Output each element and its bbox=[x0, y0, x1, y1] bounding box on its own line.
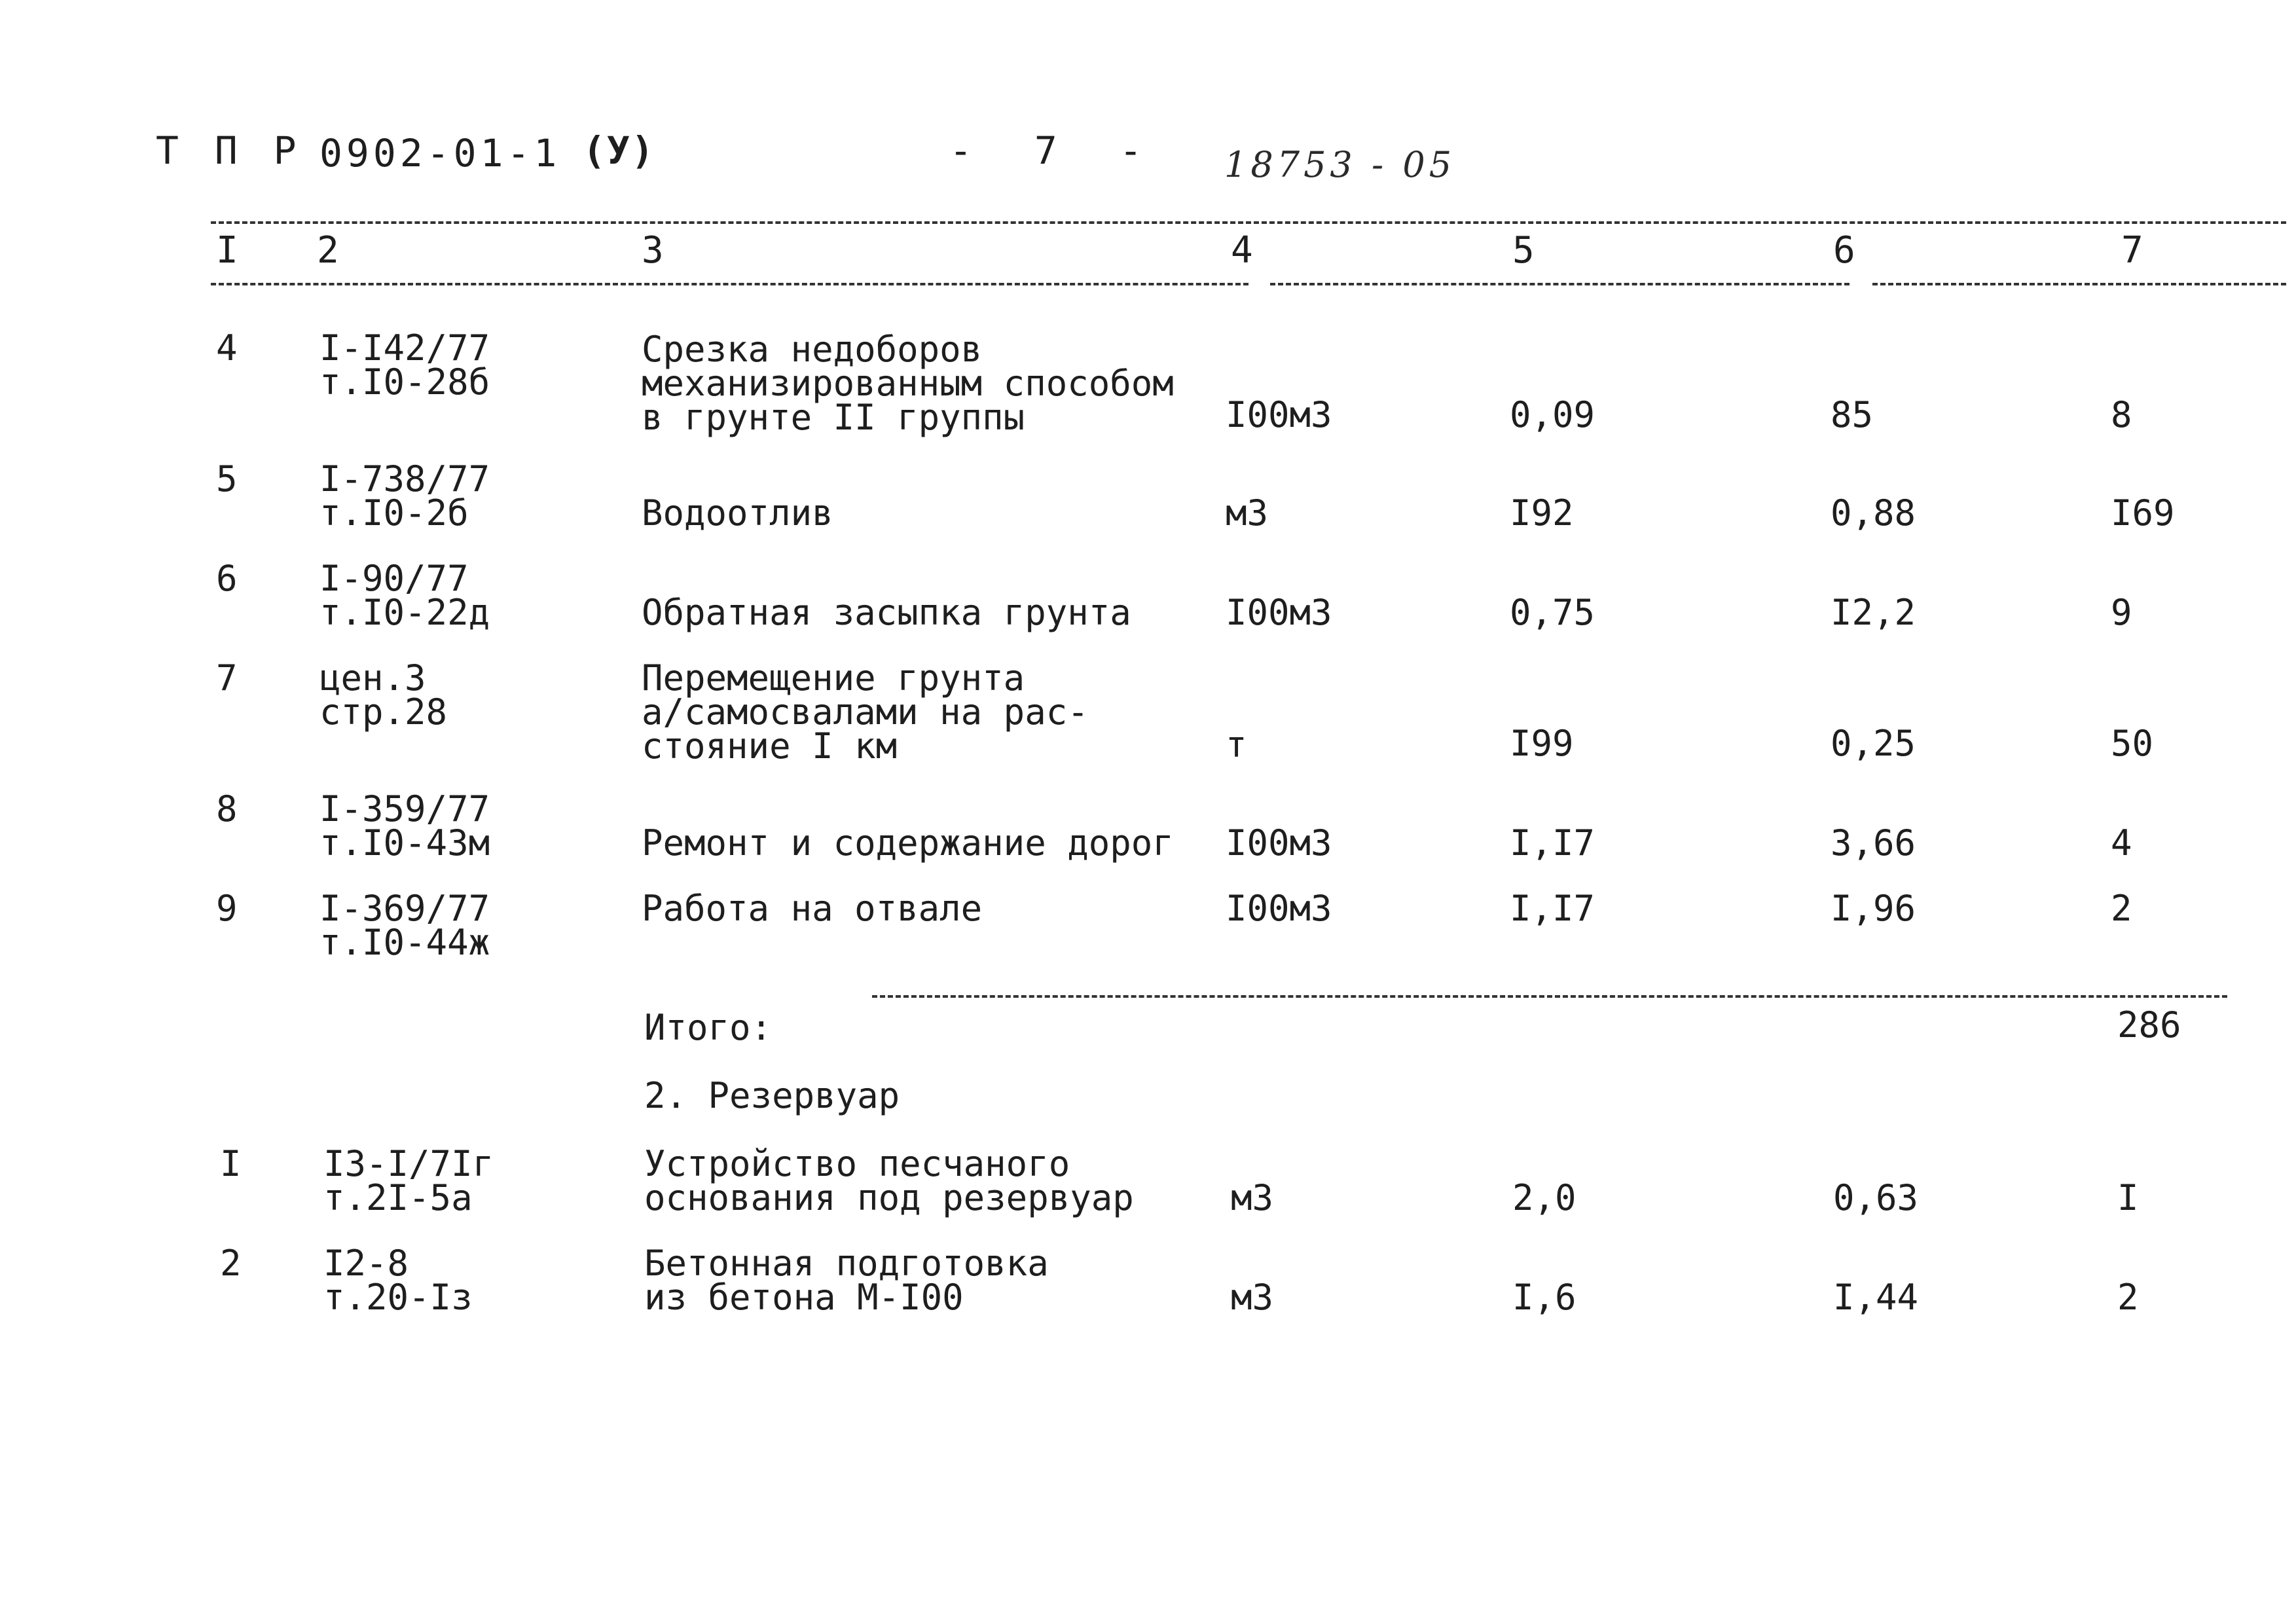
subtotal-rule bbox=[872, 995, 2227, 998]
section-title: 2. Резервуар bbox=[644, 1075, 900, 1116]
inventory-number: 18753 - 05 bbox=[1224, 144, 1456, 185]
row-number: 9 bbox=[216, 888, 238, 929]
document-code: 0902-01-1 bbox=[319, 131, 561, 175]
page-number: - 7 - bbox=[949, 128, 1162, 173]
row-unit: I00м3 bbox=[1226, 394, 1332, 435]
row-unit: I00м3 bbox=[1226, 592, 1332, 633]
row-quantity: 2,0 bbox=[1512, 1177, 1576, 1218]
column-number: 3 bbox=[642, 229, 664, 272]
row-quantity: I,6 bbox=[1512, 1277, 1576, 1318]
row-total: 8 bbox=[2111, 394, 2132, 435]
row-rate: 0,63 bbox=[1833, 1177, 1919, 1218]
row-description: Срезка недоборов механизированным способом в грунте II группы bbox=[642, 329, 1174, 438]
row-reference: цен.3 стр.28 bbox=[319, 657, 448, 733]
row-rate: I,44 bbox=[1833, 1277, 1919, 1318]
row-rate: I,96 bbox=[1831, 888, 1916, 929]
row-description: Бетонная подготовка из бетона М-I00 bbox=[644, 1243, 1049, 1318]
row-number: I bbox=[220, 1143, 242, 1184]
row-total: I69 bbox=[2111, 492, 2175, 534]
row-rate: 85 bbox=[1831, 394, 1874, 435]
row-description: Обратная засыпка грунта bbox=[642, 592, 1131, 633]
row-total: 2 bbox=[2117, 1277, 2139, 1318]
row-reference: I-369/77 т.I0-44ж bbox=[319, 888, 490, 963]
row-number: 8 bbox=[216, 788, 238, 830]
row-reference: I-359/77 т.I0-43м bbox=[319, 788, 490, 864]
series-code: Т П Р bbox=[156, 128, 303, 173]
column-number: 5 bbox=[1512, 229, 1535, 272]
row-reference: I-I42/77 т.I0-28б bbox=[319, 327, 490, 403]
row-quantity: I92 bbox=[1510, 492, 1574, 534]
row-total: 9 bbox=[2111, 592, 2132, 633]
row-number: 7 bbox=[216, 657, 238, 699]
subtotal-value: 286 bbox=[2117, 1004, 2181, 1046]
subtotal-label: Итого: bbox=[644, 1007, 773, 1048]
header-bottom-rule bbox=[1270, 283, 1850, 285]
table-top-rule bbox=[211, 221, 2286, 224]
row-description: Перемещение грунта а/самосвалами на рас- стояние I км bbox=[642, 657, 1089, 767]
row-rate: 0,25 bbox=[1831, 723, 1916, 764]
row-unit: т bbox=[1226, 724, 1247, 765]
row-description: Работа на отвале bbox=[642, 888, 983, 929]
row-total: I bbox=[2117, 1177, 2139, 1218]
column-number: I bbox=[216, 229, 238, 272]
row-reference: I-90/77 т.I0-22д bbox=[319, 558, 490, 633]
row-total: 2 bbox=[2111, 888, 2132, 929]
row-number: 4 bbox=[216, 327, 238, 369]
row-number: 5 bbox=[216, 458, 238, 500]
row-rate: 3,66 bbox=[1831, 822, 1916, 864]
row-number: 2 bbox=[220, 1243, 242, 1284]
row-quantity: 0,09 bbox=[1510, 394, 1595, 435]
row-total: 50 bbox=[2111, 723, 2154, 764]
row-reference: I2-8 т.20-Iз bbox=[323, 1243, 473, 1318]
row-description: Водоотлив bbox=[642, 492, 833, 534]
row-reference: I3-I/7Iг т.2I-5а bbox=[323, 1143, 494, 1218]
column-number: 6 bbox=[1833, 229, 1855, 272]
column-number: 4 bbox=[1231, 229, 1253, 272]
column-number: 7 bbox=[2121, 229, 2143, 272]
row-quantity: I99 bbox=[1510, 723, 1574, 764]
row-reference: I-738/77 т.I0-2б bbox=[319, 458, 490, 534]
row-description: Ремонт и содержание дорог bbox=[642, 822, 1174, 864]
column-number: 2 bbox=[317, 229, 339, 272]
row-quantity: I,I7 bbox=[1510, 888, 1595, 929]
header-bottom-rule bbox=[1872, 283, 2286, 285]
header-bottom-rule bbox=[211, 283, 1248, 285]
row-number: 6 bbox=[216, 558, 238, 599]
document-variant: (У) bbox=[583, 128, 655, 173]
row-quantity: 0,75 bbox=[1510, 592, 1595, 633]
row-unit: I00м3 bbox=[1226, 822, 1332, 864]
row-rate: 0,88 bbox=[1831, 492, 1916, 534]
row-description: Устройство песчаного основания под резервуар bbox=[644, 1143, 1134, 1218]
row-unit: м3 bbox=[1226, 492, 1269, 534]
row-quantity: I,I7 bbox=[1510, 822, 1595, 864]
row-rate: I2,2 bbox=[1831, 592, 1916, 633]
row-unit: I00м3 bbox=[1226, 888, 1332, 929]
row-total: 4 bbox=[2111, 822, 2132, 864]
row-unit: м3 bbox=[1231, 1277, 1274, 1318]
row-unit: м3 bbox=[1231, 1177, 1274, 1218]
